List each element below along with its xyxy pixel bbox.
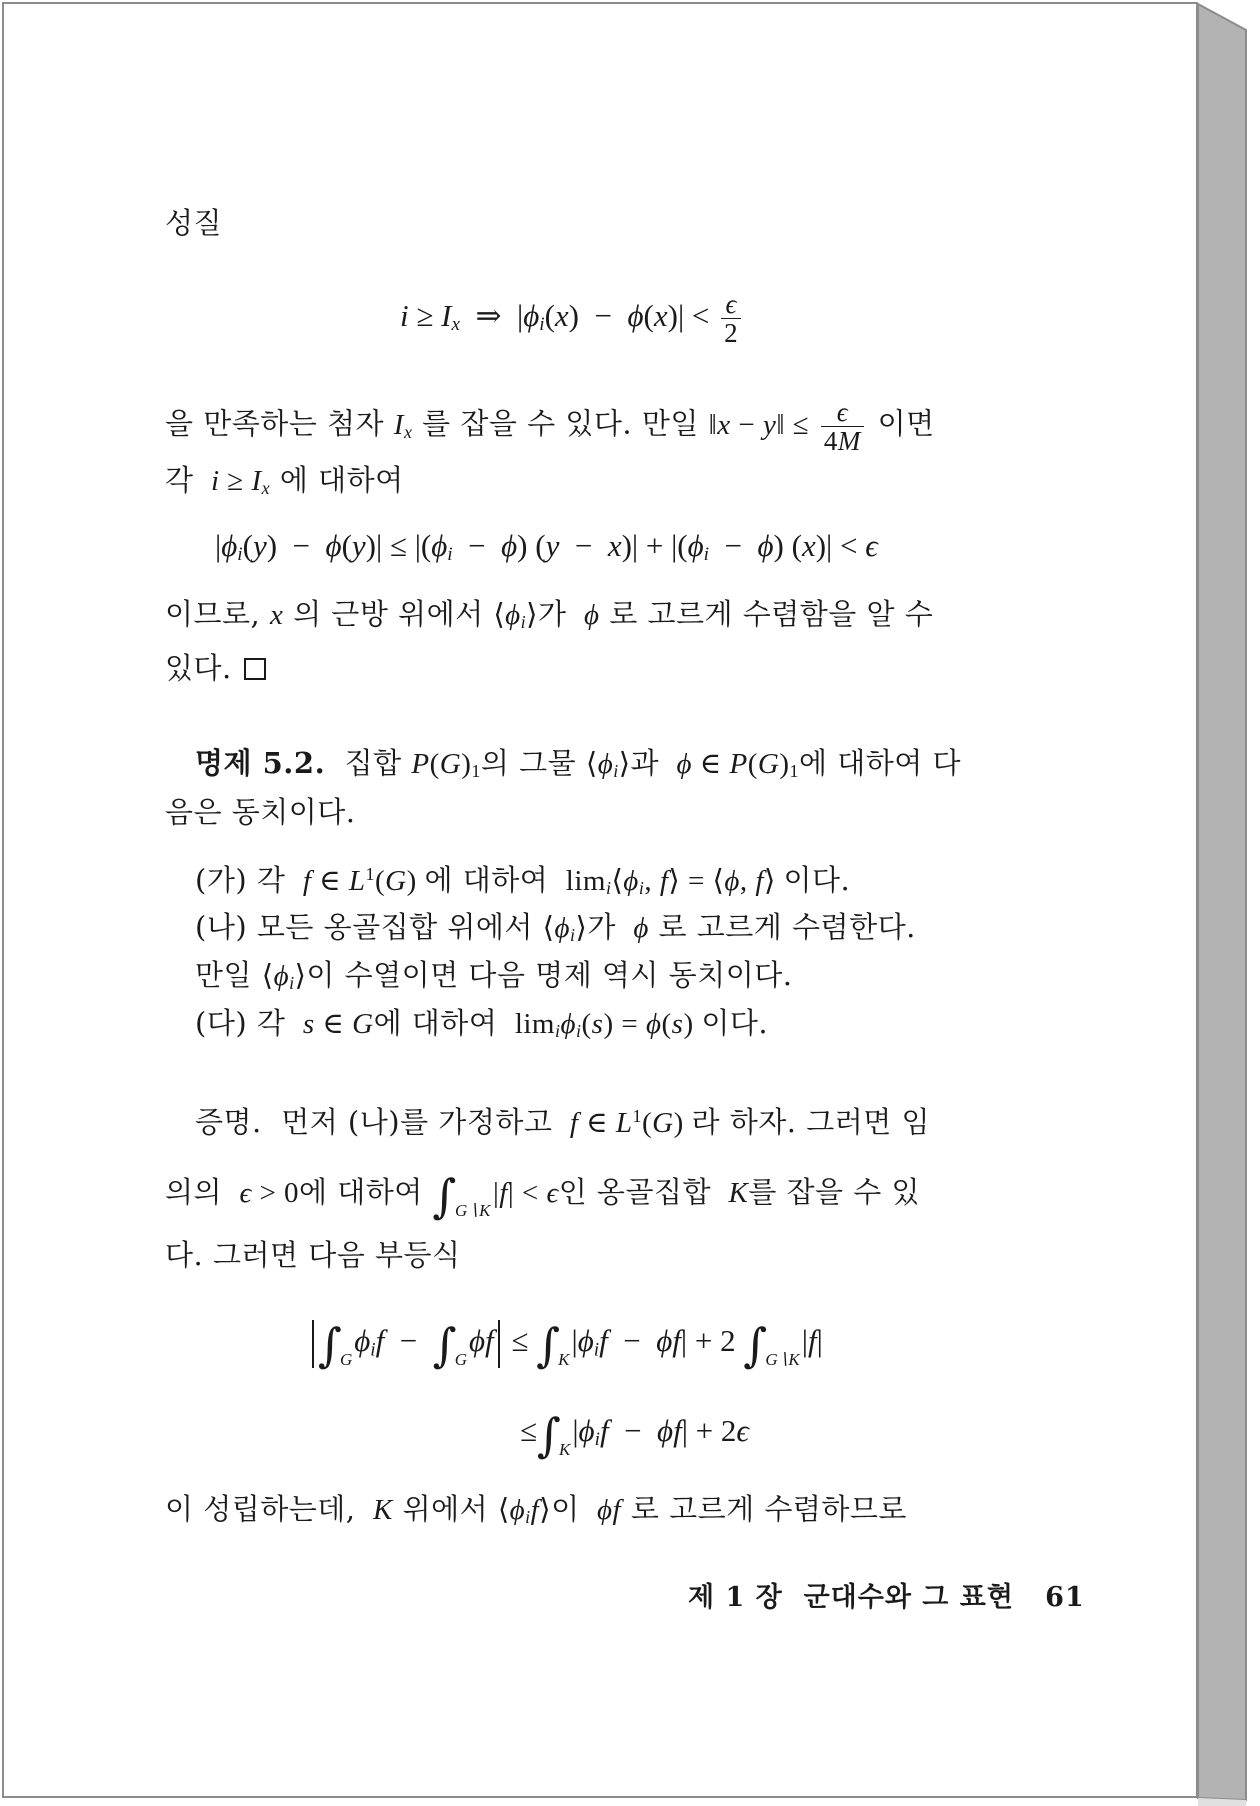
proposition-line-1: 명제 5.2. 집합 $P(G)_1$의 그물 $⟨\phi_i⟩$과 ϕ ∈ $P(G)_1$에 대하여 다 — [195, 746, 962, 781]
proof-line-3: 다. 그러면 다음 부등식 — [165, 1238, 461, 1272]
text-line-6: 있다. — [165, 654, 266, 683]
equation-3-line-2: $\le\int_K|\phi_if - \phi f| + 2\epsilon$ — [520, 1408, 749, 1462]
text-line-property: 성질 — [165, 206, 223, 240]
sequence-line: 만일 $⟨\phi_i⟩$이 수열이면 다음 명제 역시 동치이다. — [195, 958, 793, 993]
running-footer — [688, 1584, 1085, 1611]
text-line-5: 이므로, x 의 근방 위에서 $⟨\phi_i⟩$가 ϕ 로 고르게 수렴함을 알 수 — [165, 597, 934, 632]
item-ga: (가) 각 f ∈ $L^1(G)$ 에 대하여 $\lim_i⟨\phi_i$, f⟩ = ⟨ϕ, f⟩ 이다. — [195, 862, 851, 898]
proposition-label: 명제 5.2. — [195, 746, 326, 780]
proof-line-1: 증명. 먼저 (나)를 가정하고 f ∈ $L^1(G)$ 라 하자. 그러면 임 — [195, 1104, 931, 1139]
equation-3-line-1: $\int_G\phi_if - \int_G\phi f \le \int_K|\phi_if - \phi f| + 2$ $\int_{G∖K}|f|$ — [308, 1320, 823, 1368]
page-number: 61 — [1045, 1582, 1085, 1613]
proposition-line-2: 음은 동치이다. — [165, 795, 356, 829]
text-line-3: 각 $i \ge I_x$ 에 대하여 — [165, 463, 404, 498]
text-line-last: 이 성립하는데, K 위에서 $⟨\phi_if⟩$이 ϕf 로 고르게 수렴하므로 — [165, 1492, 907, 1527]
footer-title: 군대수와 그 표현 — [803, 1582, 1014, 1613]
equation-2: $|\phi_i(y) - \phi(y)| \le |(\phi_i - \phi) (y - x)| + |(\phi_i - \phi) (x)| < \epsilon$ — [215, 528, 878, 566]
proof-label: 증명. — [195, 1104, 262, 1139]
item-da: (다) 각 s ∈ G에 대하여 $\lim_i\phi_i(s) = \phi(s)$ 이다. — [195, 1006, 769, 1041]
equation-1: $i \ge I_x$ ⇒ $|\phi_i(x) - \phi(x)|$ < $\frac{\epsilon}{2}$ — [400, 290, 745, 348]
footer-chapter: 제 1 장 — [688, 1582, 783, 1613]
text-line-2: 을 만족하는 첨자 $I_x$ 를 잡을 수 있다. 만일 ‖x − y‖ ≤ $\frac{\epsilon}{4M}$ 이면 — [165, 397, 935, 457]
proof-line-2: 의의 ϵ > 0에 대하여 $\int_{G∖K}|f| < \epsilon$인 옹골집합 K를 잡을 수 있 — [165, 1169, 921, 1223]
qed-square-icon — [244, 658, 266, 680]
item-na: (나) 모든 옹골집합 위에서 $⟨\phi_i⟩$가 ϕ 로 고르게 수렴한다. — [195, 910, 916, 945]
